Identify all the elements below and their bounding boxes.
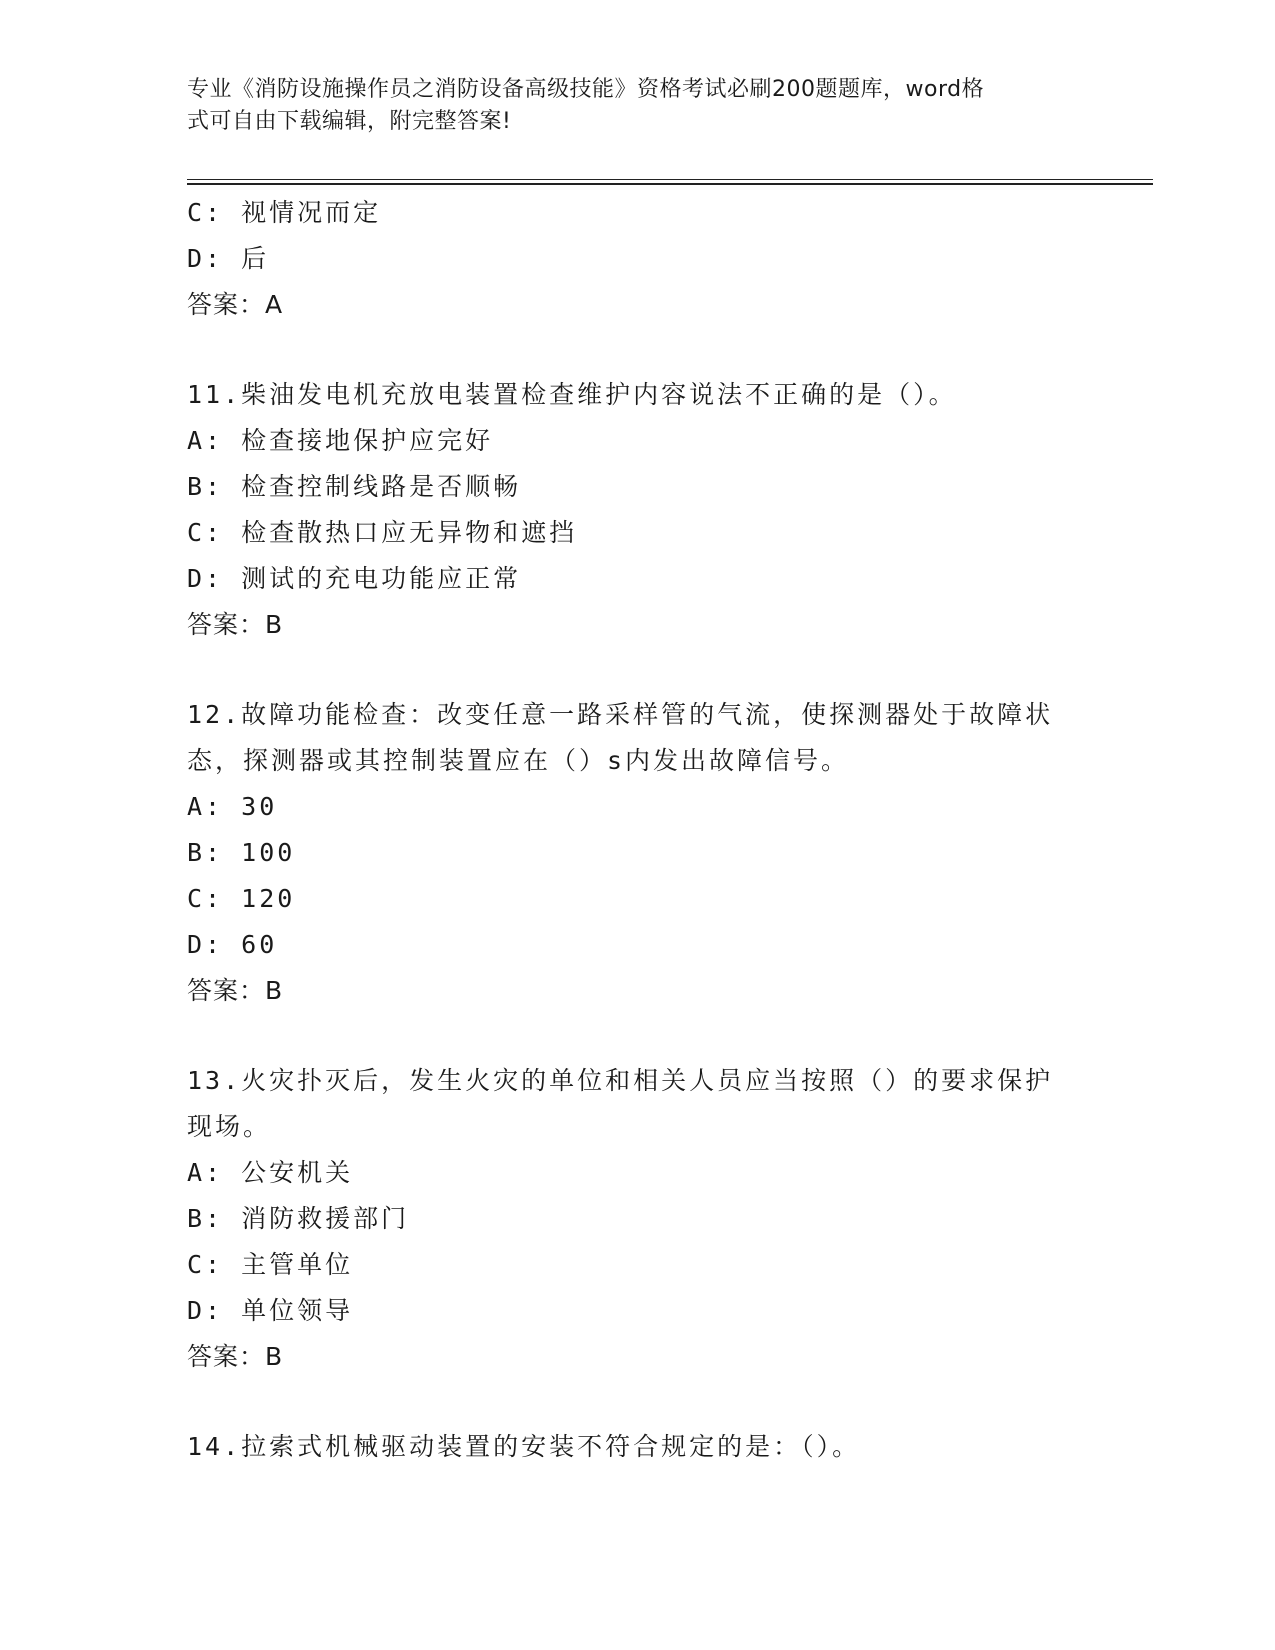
option-c: C: 检查散热口应无异物和遮挡 — [187, 518, 578, 547]
option-d: D: 测试的充电功能应正常 — [187, 564, 522, 593]
answer: 答案：A — [187, 290, 284, 319]
option-b: B: 检查控制线路是否顺畅 — [187, 472, 522, 501]
question-11 — [187, 372, 1087, 648]
question-13 — [187, 1058, 1087, 1380]
option-c: C: 主管单位 — [187, 1250, 354, 1279]
answer: 答案：B — [187, 1342, 284, 1371]
header-line-1: 专业《消防设施操作员之消防设备高级技能》资格考试必刷200题题库，word格 — [187, 77, 985, 102]
option-c: C: 120 — [187, 884, 296, 913]
header-line-2: 式可自由下载编辑，附完整答案! — [187, 109, 512, 134]
question-list — [187, 190, 1087, 1470]
option-d: D: 后 — [187, 244, 270, 273]
option-d: D: 60 — [187, 930, 278, 959]
question-text: 11.柴油发电机充放电装置检查维护内容说法不正确的是（）。 — [187, 380, 957, 409]
question-text: 12.故障功能检查：改变任意一路采样管的气流，使探测器处于故障状 — [187, 700, 1054, 729]
question-text-cont: 态，探测器或其控制装置应在（）s内发出故障信号。 — [187, 746, 850, 775]
question-text-cont: 现场。 — [187, 1112, 272, 1141]
option-c: C: 视情况而定 — [187, 198, 382, 227]
header-rule-thin — [187, 179, 1153, 180]
answer: 答案：B — [187, 610, 284, 639]
option-a: A: 公安机关 — [187, 1158, 354, 1187]
question-10-continued — [187, 190, 1087, 328]
document-header — [187, 74, 1067, 138]
option-b: B: 100 — [187, 838, 296, 867]
answer: 答案：B — [187, 976, 284, 1005]
option-b: B: 消防救援部门 — [187, 1204, 410, 1233]
question-text: 14.拉索式机械驱动装置的安装不符合规定的是：（）。 — [187, 1432, 861, 1461]
option-a: A: 检查接地保护应完好 — [187, 426, 494, 455]
option-a: A: 30 — [187, 792, 278, 821]
question-text: 13.火灾扑灭后，发生火灾的单位和相关人员应当按照（）的要求保护 — [187, 1066, 1054, 1095]
option-d: D: 单位领导 — [187, 1296, 354, 1325]
question-12 — [187, 692, 1087, 1014]
header-rule-thick — [187, 183, 1153, 185]
question-14 — [187, 1424, 1087, 1470]
